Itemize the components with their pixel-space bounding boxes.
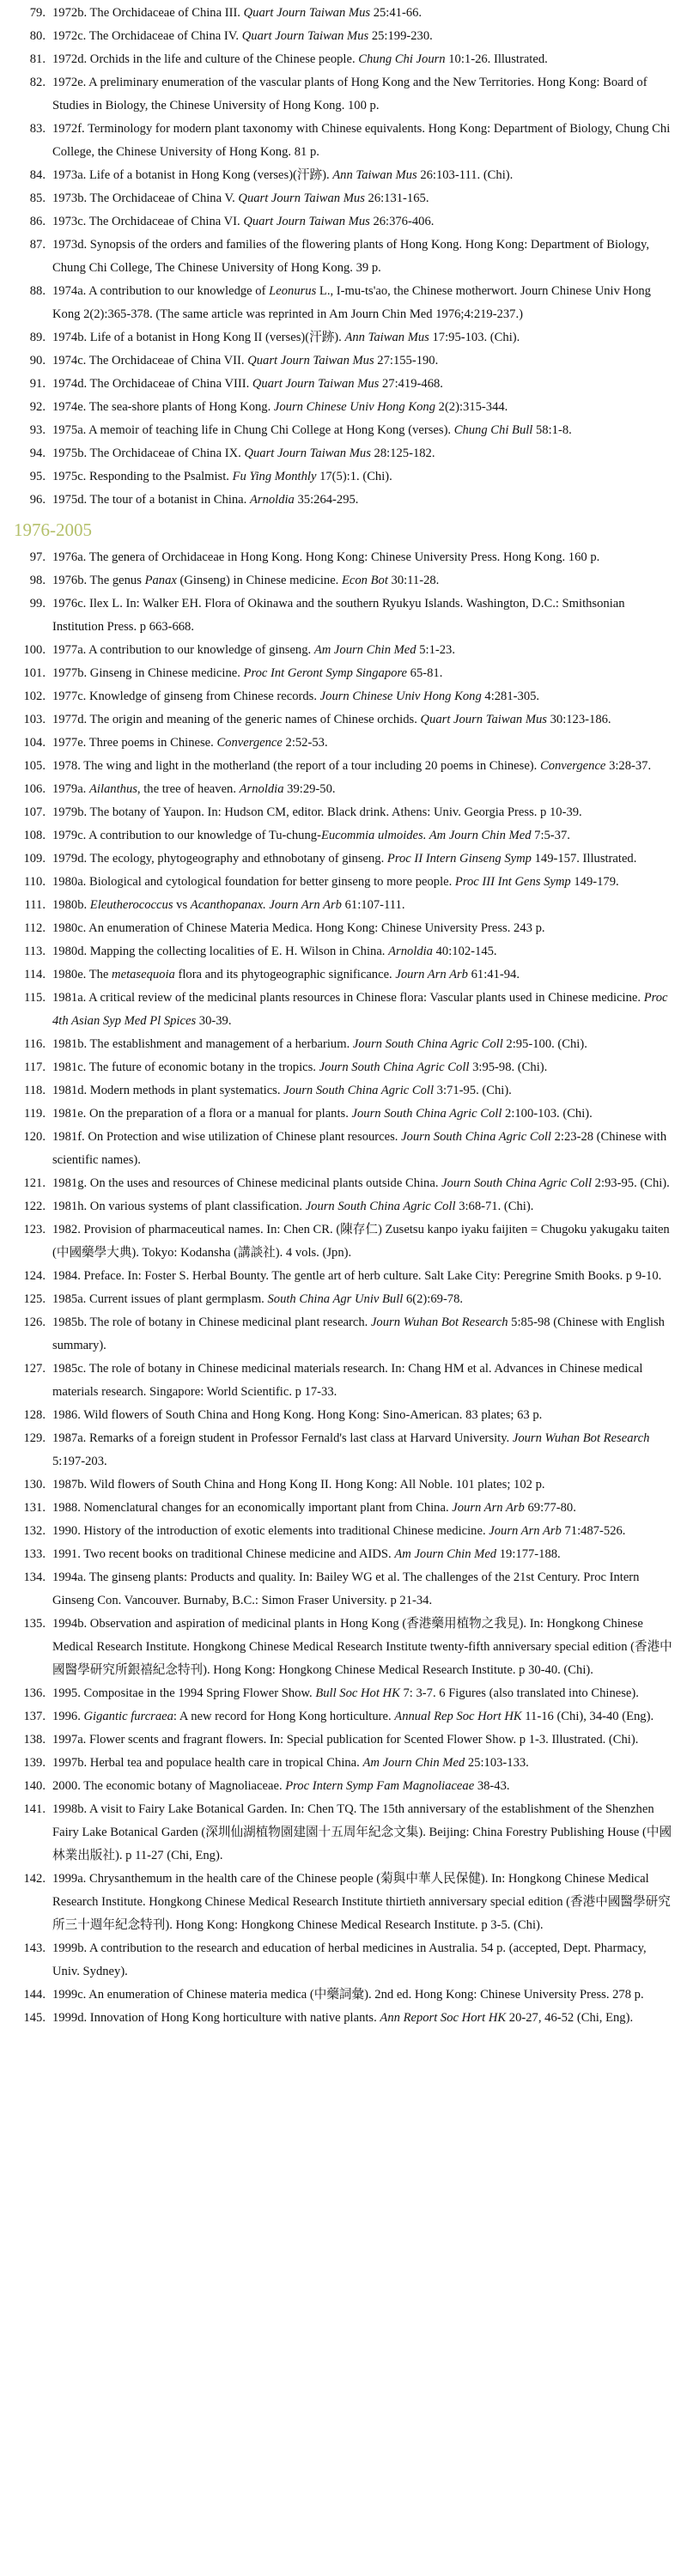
bibliography-entry [12,118,675,164]
entry-number: 89. [29,331,46,344]
entry-number: 115. [24,991,46,1005]
entry-text: 1973a. Life of a botanist in Hong Kong (verses)(汗跡). Ann Taiwan Mus 26:103-111. (Chi). [52,168,514,182]
entry-text: 1999d. Innovation of Hong Kong horticulture with native plants. Ann Report Soc Hort HK 20-27, 46-52 (Chi, Eng). [52,2011,634,2025]
bibliography-entry [12,963,675,987]
bibliography-entry [12,569,675,592]
entry-text: 1977c. Knowledge of ginseng from Chinese records. Journ Chinese Univ Hong Kong 4:281-305. [52,690,540,703]
entry-number: 95. [29,470,46,483]
entry-text: 1987a. Remarks of a foreign student in Professor Fernald's last class at Harvard University. Journ Wuhan Bot Research 5:197-203. [52,1431,650,1468]
bibliography-entry [12,1543,675,1566]
bibliography-entry [12,755,675,778]
entry-text: 1981b. The establishment and management of a herbarium. Journ South China Agric Coll 2:95-100. (Chi). [52,1037,587,1051]
entry-number: 128. [23,1408,46,1422]
bibliography-entry [12,917,675,940]
entry-number: 96. [29,493,46,507]
entry-text: 1981a. A critical review of the medicinal plants resources in Chinese flora: Vascular plants used in Chinese medicine. Proc 4th Asian Syp Med Pl Spices 30-39. [52,991,668,1028]
entry-text: 1981g. On the uses and resources of Chinese medicinal plants outside China. Journ South China Agric Coll 2:93-95. (Chi). [52,1176,670,1190]
bibliography-entry [12,71,675,118]
entry-text: 1975d. The tour of a botanist in China. Arnoldia 35:264-295. [52,493,359,507]
entry-text: 1977e. Three poems in Chinese. Convergence 2:52-53. [52,736,328,750]
entry-number: 124. [23,1269,46,1283]
bibliography-entry [12,1195,675,1218]
bibliography-entry [12,396,675,419]
entry-text: 1980d. Mapping the collecting localities of E. H. Wilson in China. Arnoldia 40:102-145. [52,945,497,958]
bibliography-entry [12,685,675,708]
entry-number: 86. [29,215,46,228]
entry-number: 137. [23,1710,46,1723]
entry-text: 1977a. A contribution to our knowledge of ginseng. Am Journ Chin Med 5:1-23. [52,643,455,657]
entry-text: 1976a. The genera of Orchidaceae in Hong Kong. Hong Kong: Chinese University Press. Hong Kong. 160 p. [52,550,600,564]
entry-text: 1999c. An enumeration of Chinese materia medica (中藥詞彙). 2nd ed. Hong Kong: Chinese University Press. 278 p. [52,1988,644,2002]
entry-number: 97. [29,550,46,564]
entry-number: 139. [23,1756,46,1770]
entry-number: 84. [29,168,46,182]
entry-text: 1979b. The botany of Yaupon. In: Hudson CM, editor. Black drink. Athens: Univ. Georgia Press. p 10-39. [52,805,582,819]
bibliography-entry [12,187,675,210]
bibliography-entry [12,1404,675,1427]
bibliography-entry [12,639,675,662]
bibliography-entry [12,940,675,963]
bibliography-entry [12,1126,675,1172]
bibliography-entry [12,1613,675,1682]
bibliography-entry [12,1311,675,1358]
entry-number: 80. [29,29,46,43]
bibliography-entry [12,1473,675,1497]
entry-text: 1982. Provision of pharmaceutical names. In: Chen CR. (陳存仁) Zusetsu kanpo iyaku faijiten = Chugoku yakugaku taiten (中國藥學大典). Tokyo: Kodansha (講談社). 4 vols. (Jpn). [52,1223,670,1260]
entry-number: 103. [23,713,46,726]
entry-text: 1973b. The Orchidaceae of China V. Quart Journ Taiwan Mus 26:131-165. [52,191,429,205]
entry-number: 105. [23,759,46,773]
bibliography-entry [12,848,675,871]
entry-number: 131. [23,1501,46,1515]
entry-number: 129. [23,1431,46,1445]
bibliography-entry [12,708,675,732]
entry-text: 1985c. The role of botany in Chinese medicinal materials research. In: Chang HM et al. Advances in Chinese medical materials research. Singapore: World Scientific. p 17-33. [52,1362,643,1399]
entry-number: 81. [29,52,46,66]
entry-text: 1972d. Orchids in the life and culture of the Chinese people. Chung Chi Journ 10:1-26. Illustrated. [52,52,548,66]
bibliography-entry [12,1705,675,1728]
entry-text: 2000. The economic botany of Magnoliaceae. Proc Intern Symp Fam Magnoliaceae 38-43. [52,1779,510,1793]
entry-number: 90. [29,354,46,368]
bibliography-entry [12,326,675,349]
entry-text: 1972b. The Orchidaceae of China III. Quart Journ Taiwan Mus 25:41-66. [52,6,423,20]
entry-number: 130. [23,1478,46,1492]
entry-text: 1995. Compositae in the 1994 Spring Flower Show. Bull Soc Hot HK 7: 3-7. 6 Figures (also translated into Chinese). [52,1686,639,1700]
entry-number: 120. [23,1130,46,1144]
entry-number: 119. [24,1107,46,1121]
bibliography-entry [12,1682,675,1705]
entry-text: 1977b. Ginseng in Chinese medicine. Proc Int Geront Symp Singapore 65-81. [52,666,443,680]
entry-number: 79. [29,6,46,20]
bibliography-entry [12,489,675,512]
entry-number: 98. [29,574,46,587]
entry-number: 114. [24,968,46,981]
entry-number: 85. [29,191,46,205]
entry-number: 141. [23,1802,46,1816]
bibliography-entry [12,1984,675,2007]
bibliography-entry [12,373,675,396]
entry-number: 113. [24,945,46,958]
entry-number: 121. [23,1176,46,1190]
entry-text: 1984. Preface. In: Foster S. Herbal Bounty. The gentle art of herb culture. Salt Lake City: Peregrine Smith Books. p 9-10. [52,1269,662,1283]
entry-text: 1981c. The future of economic botany in the tropics. Journ South China Agric Coll 3:95-98. (Chi). [52,1060,548,1074]
entry-number: 87. [29,238,46,252]
bibliography-entry [12,778,675,801]
bibliography-entry [12,1172,675,1195]
entry-text: 1980e. The metasequoia flora and its phytogeographic significance. Journ Arn Arb 61:41-94. [52,968,520,981]
entry-number: 118. [24,1084,46,1097]
entry-number: 144. [23,1988,46,2002]
entry-number: 93. [29,423,46,437]
bibliography-entry [12,280,675,326]
bibliography-entry [12,1358,675,1404]
entry-text: 1994b. Observation and aspiration of medicinal plants in Hong Kong (香港藥用植物之我見). In: Hongkong Chinese Medical Research Institute. Hongkong Chinese Medical Research Institute twenty-fifth anniversary special edition (香港中國醫學研究所銀禧紀念特刊). Hong Kong: Hongkong Chinese Medical Research Institute. p 30-40. (Chi). [52,1617,672,1677]
entry-text: 1985a. Current issues of plant germplasm. South China Agr Univ Bull 6(2):69-78. [52,1292,464,1306]
entry-text: 1974a. A contribution to our knowledge of Leonurus L., I-mu-ts'ao, the Chinese motherwort. Journ Chinese Univ Hong Kong 2(2):365-378. (The same article was reprinted in Am Journ Chin Med 1976;4:219-237.) [52,284,651,321]
bibliography-entry [12,1728,675,1752]
bibliography-entry [12,164,675,187]
entry-number: 125. [23,1292,46,1306]
bibliography-entry [12,987,675,1033]
bibliography-entry [12,1079,675,1103]
entry-text: 1996. Gigantic furcraea: A new record for Hong Kong horticulture. Annual Rep Soc Hort HK 11-16 (Chi), 34-40 (Eng). [52,1710,654,1723]
entry-text: 1975c. Responding to the Psalmist. Fu Ying Monthly 17(5):1. (Chi). [52,470,392,483]
entry-number: 92. [29,400,46,414]
entry-number: 132. [23,1524,46,1538]
bibliography-entry [12,234,675,280]
entry-number: 142. [23,1872,46,1886]
entry-text: 1981d. Modern methods in plant systematics. Journ South China Agric Coll 3:71-95. (Chi). [52,1084,512,1097]
entry-number: 112. [24,921,46,935]
entry-text: 1979d. The ecology, phytogeography and ethnobotany of ginseng. Proc II Intern Ginseng Symp 149-157. Illustrated. [52,852,637,866]
bibliography-entry [12,1265,675,1288]
entry-number: 123. [23,1223,46,1236]
bibliography-entry [12,465,675,489]
entry-number: 111. [24,898,46,912]
entry-number: 122. [23,1200,46,1213]
entry-number: 110. [24,875,46,889]
entry-text: 1980b. Eleutherococcus vs Acanthopanax. Journ Arn Arb 61:107-111. [52,898,405,912]
entry-text: 1977d. The origin and meaning of the generic names of Chinese orchids. Quart Journ Taiwan Mus 30:123-186. [52,713,611,726]
bibliography-entry [12,894,675,917]
entry-number: 106. [23,782,46,796]
bibliography-entry [12,1103,675,1126]
entry-number: 127. [23,1362,46,1376]
bibliography-entry [12,2,675,25]
entry-text: 1974b. Life of a botanist in Hong Kong II (verses)(汗跡). Ann Taiwan Mus 17:95-103. (Chi). [52,331,520,344]
entry-text: 1976b. The genus Panax (Ginseng) in Chinese medicine. Econ Bot 30:11-28. [52,574,440,587]
bibliography-entry [12,1218,675,1265]
entry-text: 1997a. Flower scents and fragrant flowers. In: Special publication for Scented Flower Show. p 1-3. Illustrated. (Chi). [52,1733,639,1747]
entry-text: 1994a. The ginseng plants: Products and quality. In: Bailey WG et al. The challenges of the 21st Century. Proc Intern Ginseng Con. Vancouver. Burnaby, B.C.: Simon Fraser University. p 21-34. [52,1571,640,1607]
entry-text: 1976c. Ilex L. In: Walker EH. Flora of Okinawa and the southern Ryukyu Islands. Washington, D.C.: Smithsonian Institution Press. p 663-668. [52,597,625,634]
entry-number: 107. [23,805,46,819]
entry-text: 1973d. Synopsis of the orders and families of the flowering plants of Hong Kong. Hong Kong: Department of Biology, Chung Chi College, The Chinese University of Hong Kong. 39 p. [52,238,649,275]
bibliography-entry [12,1775,675,1798]
entry-text: 1999a. Chrysanthemum in the health care of the Chinese people (菊與中華人民保健). In: Hongkong Chinese Medical Research Institute. Hongkong Chinese Medical Research Institute thirtieth anniversary special edition (香港中國醫學研究所三十週年紀念特刊). Hong Kong: Hongkong Chinese Medical Research Institute. p 3-5. (Chi). [52,1872,671,1932]
entry-text: 1972c. The Orchidaceae of China IV. Quart Journ Taiwan Mus 25:199-230. [52,29,433,43]
entry-number: 102. [23,690,46,703]
entry-text: 1974e. The sea-shore plants of Hong Kong. Journ Chinese Univ Hong Kong 2(2):315-344. [52,400,508,414]
entry-number: 88. [29,284,46,298]
entry-text: 1974c. The Orchidaceae of China VII. Quart Journ Taiwan Mus 27:155-190. [52,354,439,368]
entry-number: 126. [23,1315,46,1329]
entry-number: 133. [23,1547,46,1561]
bibliography-entry [12,1033,675,1056]
entry-text: 1987b. Wild flowers of South China and Hong Kong II. Hong Kong: All Noble. 101 plates; 102 p. [52,1478,545,1492]
entry-text: 1979a. Ailanthus, the tree of heaven. Arnoldia 39:29-50. [52,782,336,796]
entry-text: 1974d. The Orchidaceae of China VIII. Quart Journ Taiwan Mus 27:419-468. [52,377,443,391]
bibliography-entry [12,732,675,755]
entry-text: 1981h. On various systems of plant classification. Journ South China Agric Coll 3:68-71. (Chi). [52,1200,534,1213]
bibliography-entry [12,1752,675,1775]
entry-text: 1986. Wild flowers of South China and Hong Kong. Hong Kong: Sino-American. 83 plates; 63 p. [52,1408,543,1422]
bibliography-entry [12,1056,675,1079]
bibliography-entry [12,1520,675,1543]
entry-number: 109. [23,852,46,866]
entry-text: 1998b. A visit to Fairy Lake Botanical Garden. In: Chen TQ. The 15th anniversary of the establishment of the Shenzhen Fairy Lake Botanical Garden (深圳仙湖植物園建園十五周年紀念文集). Beijing: China Forestry Publishing House (中國林業出版社). p 11-27 (Chi, Eng). [52,1802,672,1862]
entry-number: 83. [29,122,46,136]
entry-text: 1981e. On the preparation of a flora or a manual for plants. Journ South China Agric Coll 2:100-103. (Chi). [52,1107,593,1121]
entry-number: 145. [23,2011,46,2025]
entry-text: 1990. History of the introduction of exotic elements into traditional Chinese medicine. Journ Arn Arb 71:487-526. [52,1524,626,1538]
entry-number: 82. [29,76,46,89]
section-heading: 1976-2005 [14,519,92,540]
bibliography-entry [12,1937,675,1984]
entry-text: 1997b. Herbal tea and populace health care in tropical China. Am Journ Chin Med 25:103-133. [52,1756,529,1770]
bibliography-entry [12,419,675,442]
bibliography-entry [12,442,675,465]
entry-number: 136. [23,1686,46,1700]
bibliography-entry [12,2007,675,2030]
bibliography-entry [12,824,675,848]
bibliography-entry [12,1497,675,1520]
bibliography-entry [12,210,675,234]
entry-text: 1972f. Terminology for modern plant taxonomy with Chinese equivalents. Hong Kong: Department of Biology, Chung Chi College, the Chinese University of Hong Kong. 81 p. [52,122,671,159]
bibliography-entry [12,48,675,71]
entry-text: 1991. Two recent books on traditional Chinese medicine and AIDS. Am Journ Chin Med 19:177-188. [52,1547,561,1561]
entry-number: 100. [23,643,46,657]
entry-text: 1972e. A preliminary enumeration of the vascular plants of Hong Kong and the New Territories. Hong Kong: Board of Studies in Biology, the Chinese University of Hong Kong. 100 p. [52,76,647,112]
entry-text: 1978. The wing and light in the motherland (the report of a tour including 20 poems in Chinese). Convergence 3:28-37. [52,759,652,773]
entry-number: 116. [24,1037,46,1051]
entry-text: 1980c. An enumeration of Chinese Materia Medica. Hong Kong: Chinese University Press. 243 p. [52,921,545,935]
bibliography-entry [12,1798,675,1868]
bibliography-entry [12,546,675,569]
bibliography-entry [12,1427,675,1473]
entry-number: 91. [29,377,46,391]
entry-number: 104. [23,736,46,750]
entry-number: 143. [23,1941,46,1955]
entry-text: 1981f. On Protection and wise utilization of Chinese plant resources. Journ South China Agric Coll 2:23-28 (Chinese with scientific names). [52,1130,667,1167]
bibliography-entry [12,1868,675,1937]
entry-text: 1975a. A memoir of teaching life in Chung Chi College at Hong Kong (verses). Chung Chi Bull 58:1-8. [52,423,572,437]
entry-text: 1980a. Biological and cytological foundation for better ginseng to more people. Proc III Int Gens Symp 149-179. [52,875,619,889]
entry-text: 1985b. The role of botany in Chinese medicinal plant research. Journ Wuhan Bot Research 5:85-98 (Chinese with English summary). [52,1315,665,1352]
entry-number: 94. [29,447,46,460]
entry-text: 1979c. A contribution to our knowledge of Tu-chung-Eucommia ulmoides. Am Journ Chin Med 7:5-37. [52,829,570,842]
bibliography-entry [12,662,675,685]
entry-number: 135. [23,1617,46,1631]
entry-text: 1975b. The Orchidaceae of China IX. Quart Journ Taiwan Mus 28:125-182. [52,447,435,460]
entry-text: 1999b. A contribution to the research and education of herbal medicines in Australia. 54 p. (accepted, Dept. Pharmacy, Univ. Sydney). [52,1941,647,1978]
bibliography-entry [12,801,675,824]
bibliography-entry [12,1566,675,1613]
bibliography-entry [12,1288,675,1311]
bibliography-entry [12,25,675,48]
entry-number: 108. [23,829,46,842]
entry-text: 1973c. The Orchidaceae of China VI. Quart Journ Taiwan Mus 26:376-406. [52,215,435,228]
bibliography-entry [12,592,675,639]
bibliography-entry [12,871,675,894]
entry-number: 138. [23,1733,46,1747]
entry-text: 1988. Nomenclatural changes for an economically important plant from China. Journ Arn Arb 69:77-80. [52,1501,576,1515]
entry-number: 99. [29,597,46,611]
entry-number: 117. [24,1060,46,1074]
entry-number: 134. [23,1571,46,1584]
entry-number: 101. [23,666,46,680]
bibliography-entry [12,349,675,373]
entry-number: 140. [23,1779,46,1793]
